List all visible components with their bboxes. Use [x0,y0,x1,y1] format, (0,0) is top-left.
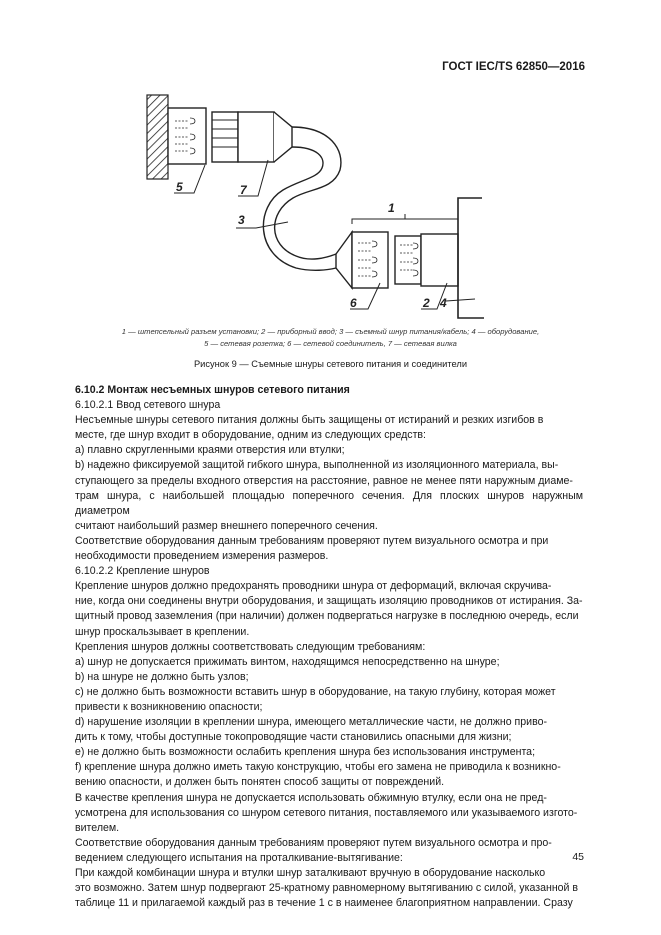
text-line: дить к тому, чтобы доступные токопроводящие части становились опасными для жизни; [75,731,512,744]
label-5: 5 [176,180,183,194]
label-2: 2 [423,296,430,310]
text-line: ведением следующего испытания на проталкивание-вытягивание: [75,851,403,864]
text-line: щитный провод заземления (при наличии) должен подвергаться нагрузке в последнюю очередь, если [75,610,579,623]
text-line: усмотрена для использования со шнуром сетевого питания, поставляемого или указываемого изгото- [75,806,578,819]
text-line: считают наибольший размер внешнего поперечного сечения. [75,519,378,532]
text-line: b) надежно фиксируемой защитой гибкого шнура, выполненной из изоляционного материала, вы- [75,459,559,472]
text-line: e) не должно быть возможности ослабить крепления шнура без использования инструмента; [75,746,536,759]
body-text [75,383,583,911]
text-line: При каждой комбинации шнура и втулки шнур заталкивают вручную в оборудование насколько [75,867,546,879]
figure-legend-line-1: 1 — штепсельный разъем установки; 2 — приборный ввод; 3 — съемный шнур питания/кабель; 4 — оборудование, [121,327,540,336]
wall-hatch [147,95,168,179]
text-line: вению опасности, и должен быть понятен способ защиты от повреждений. [75,776,445,789]
wall-socket-group [147,95,206,179]
label-3: 3 [238,213,245,227]
text-line: ние, когда они соединены внутри оборудования, и защищать изоляцию проводников от истирания. За- [75,595,583,608]
text-line: Крепление шнуров должно предохранять проводники шнура от деформаций, включая скручива- [75,580,552,593]
figure-caption: Рисунок 9 — Съемные шнуры сетевого питания и соединители [193,359,468,369]
subsection-1-body [75,413,583,564]
appliance-connector-group [336,232,388,288]
page-number: 45 [572,851,584,863]
subsection-heading-2: 6.10.2.2 Крепление шнуров [75,565,210,578]
text-line: f) крепление шнура должно иметь такую конструкцию, чтобы его замена не приводила к возникно- [75,761,561,774]
document-header: ГОСТ IEC/TS 62850—2016 [442,61,585,73]
text-line: привести к возникновению опасности; [75,700,263,713]
subsection-heading-1: 6.10.2.1 Ввод сетевого шнура [75,399,221,412]
label-6: 6 [350,296,357,310]
figure-legend-line-2: 5 — сетевая розетка; 6 — сетевой соединитель, 7 — сетевая вилка [204,339,457,348]
text-line: Соответствие оборудования данным требованиям проверяют путем визуального осмотра и про- [75,836,552,849]
text-line: Несъемные шнуры сетевого питания должны быть защищены от истираний и резких изгибов в [75,414,544,427]
text-line: это возможно. Затем шнур подвергают 25-кратному равномерному вытягиванию с силой, указанной в [75,882,579,895]
subsection-2-body [75,579,583,911]
text-line: трам шнура, с наибольшей площадью поперечного сечения. Для плоских шнуров наружным диаметром [75,489,583,517]
text-line: d) нарушение изоляции в креплении шнура, имеющего металлические части, не должно приво- [75,716,548,729]
label-4: 4 [440,296,447,310]
label-7: 7 [240,183,247,197]
text-line: месте, где шнур входит в оборудование, одним из следующих средств: [75,429,427,442]
text-line: вителем. [75,821,120,834]
text-line: шнур проскальзывает в креплении. [75,625,250,638]
text-line: таблице 11 и прилагаемой каждый раз в течение 1 с в наименее благоприятном направлении. Сразу [75,897,573,910]
text-line: a) плавно скругленными краями отверстия или втулки; [75,444,345,457]
text-line: Крепления шнуров должны соответствовать следующим требованиям: [75,640,426,653]
text-line: c) не должно быть возможности вставить шнур в оборудование, на такую глубину, которая может [75,685,556,698]
text-line: необходимости проведением измерения размеров. [75,550,329,563]
text-line: В качестве крепления шнура не допускается использовать обжимную втулку, если она не пред- [75,791,547,804]
section-heading: 6.10.2 Монтаж несъемных шнуров сетевого питания [75,384,350,396]
text-line: b) на шнуре не должно быть узлов; [75,670,249,683]
text-line: Соответствие оборудования данным требованиям проверяют путем визуального осмотра и при [75,534,549,547]
text-line: a) шнур не допускается прижимать винтом, находящимся непосредственно на шнуре; [75,655,500,668]
appliance-inlet-group [395,234,458,286]
text-line: ступающего за пределы входного отверстия на расстояние, равное не менее пяти наружным диаме- [75,474,573,487]
figure-9-diagram [0,0,661,330]
bracket-1 [352,219,458,224]
mains-plug-group [212,112,292,162]
label-1: 1 [388,201,395,215]
